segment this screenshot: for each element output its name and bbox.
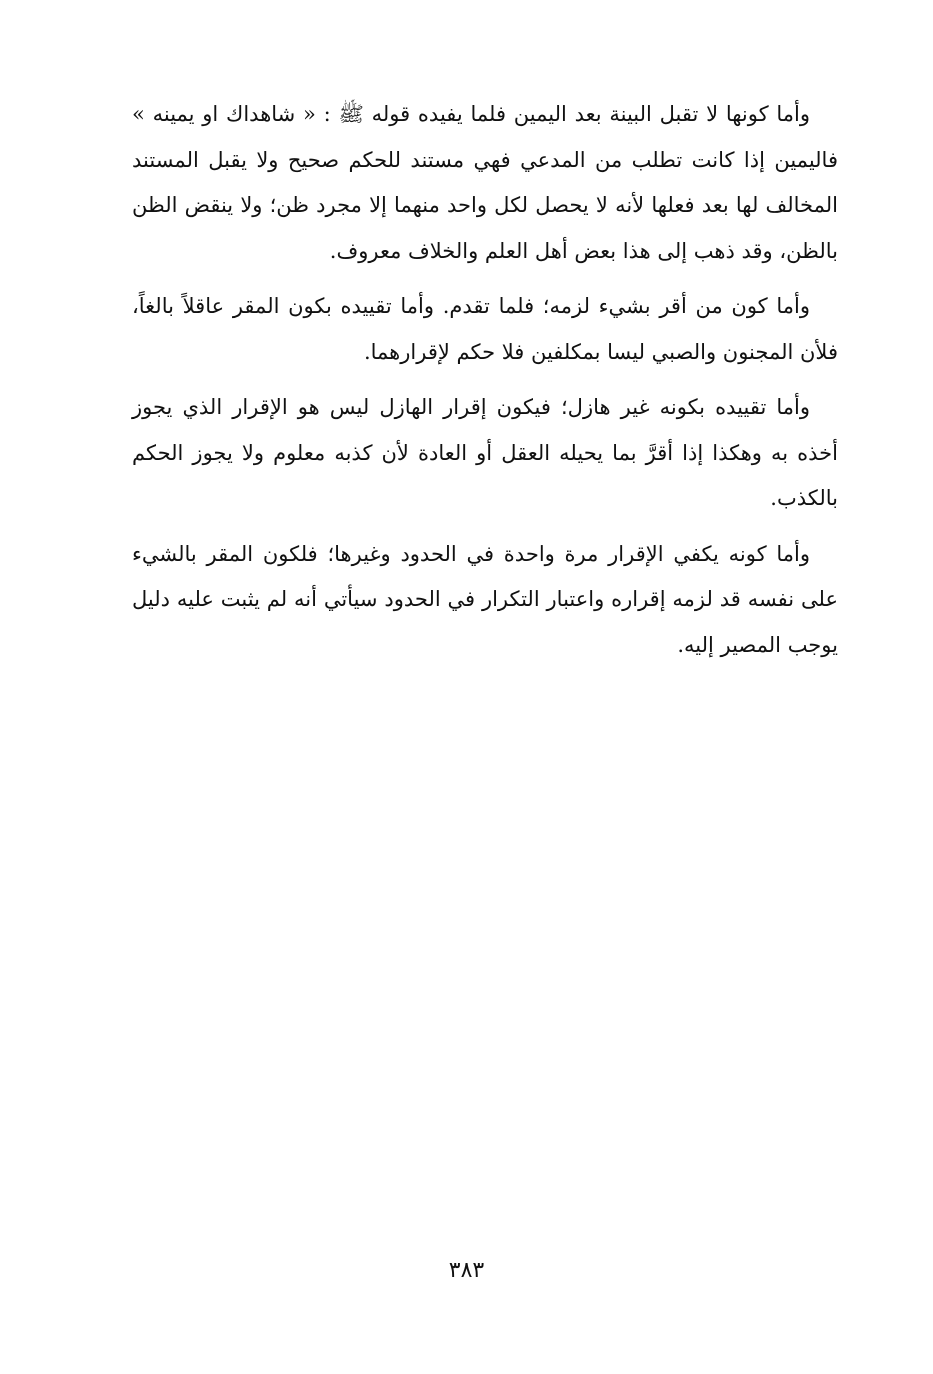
body-text [132, 92, 838, 678]
paragraph-3: وأما تقييده بكونه غير هازل؛ فيكون إقرار الهازل ليس هو الإقرار الذي يجوز أخذه به وهكذا إذا أقرَّ بما يحيله العقل أو العادة لأن كذبه معلوم ولا يجوز الحكم بالكذب. [132, 395, 838, 510]
paragraph-4: وأما كونه يكفي الإقرار مرة واحدة في الحدود وغيرها؛ فلكون المقر بالشيء على نفسه قد لزمه إقراره واعتبار التكرار في الحدود سيأتي أنه لم يثبت عليه دليل يوجب المصير إليه. [132, 541, 838, 657]
page-number: ٣٨٣ [448, 1258, 485, 1283]
paragraph-2: وأما كون من أقر بشيء لزمه؛ فلما تقدم. وأما تقييده بكون المقر عاقلاً بالغاً، فلأن المجنون والصبي ليسا بمكلفين فلا حكم لإقرارهما. [132, 294, 838, 364]
paragraph-1: وأما كونها لا تقبل البينة بعد اليمين فلما يفيده قوله ﷺ : « شاهداك او يمينه » فاليمين إذا كانت تطلب من المدعي فهي مستند للحكم صحيح ولا يقبل المستند المخالف لها بعد فعلها لأنه لا يحصل لكل واحد منهما إلا مجرد ظن؛ ولا ينقض الظن بالظن، وقد ذهب إلى هذا بعض أهل العلم والخلاف معروف. [132, 102, 838, 263]
